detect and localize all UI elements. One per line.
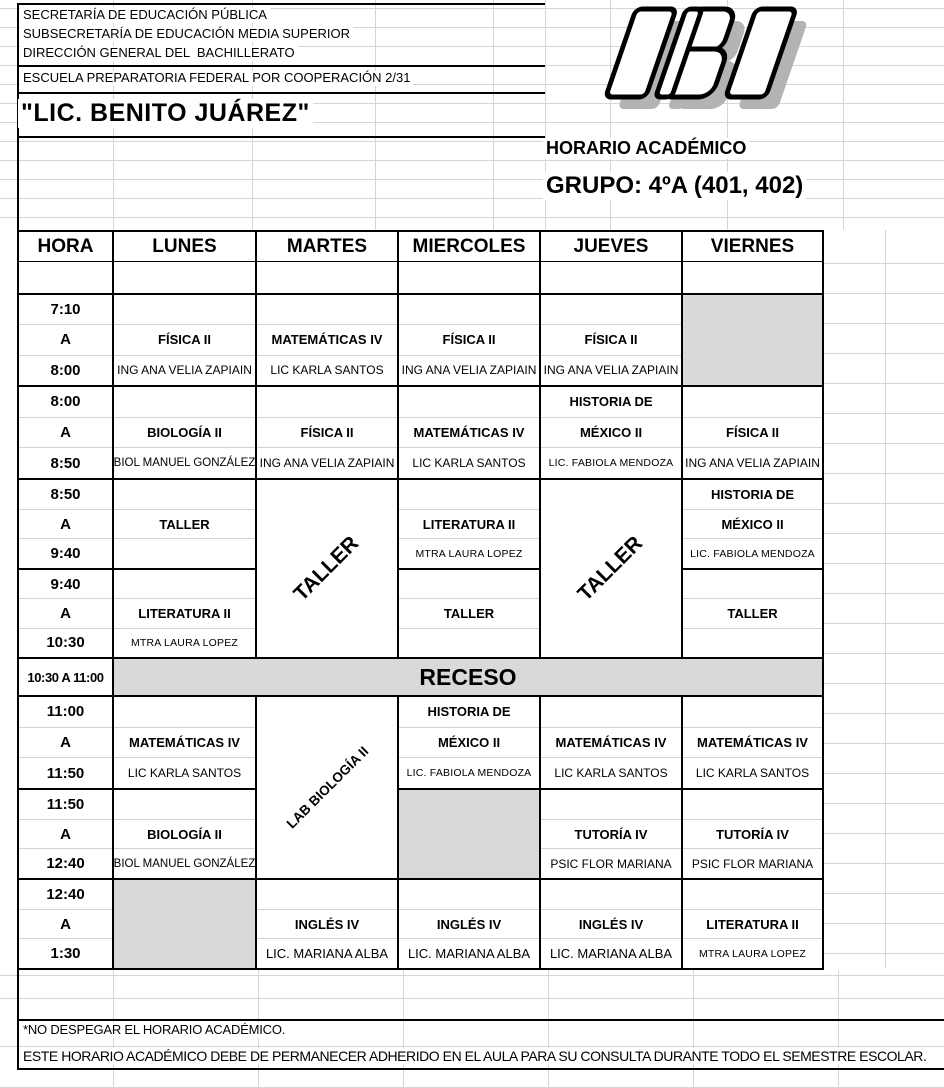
gridline <box>17 1068 944 1070</box>
institution-line-3: DIRECCIÓN GENERAL DEL BACHILLERATO <box>20 46 298 61</box>
class-cell-viernes-7: LITERATURA II MTRA LAURA LOPEZ <box>683 880 824 970</box>
spacer-cell <box>19 262 114 295</box>
class-cell-miercoles-2: MATEMÁTICAS IV LIC KARLA SANTOS <box>399 387 541 480</box>
time-slot-1: 7:10 A 8:00 <box>19 295 114 387</box>
class-cell-jueves-5: MATEMÁTICAS IV LIC KARLA SANTOS <box>541 697 683 790</box>
class-cell-viernes-6: TUTORÍA IV PSIC FLOR MARIANA <box>683 790 824 880</box>
time-slot-3: 8:50 A 9:40 <box>19 480 114 570</box>
class-cell-jueves-6: TUTORÍA IV PSIC FLOR MARIANA <box>541 790 683 880</box>
empty-shaded-cell-viernes-1 <box>683 295 824 387</box>
gridline <box>403 970 404 1088</box>
spacer-cell <box>257 262 399 295</box>
time-slot-7: 12:40 A 1:30 <box>19 880 114 970</box>
gridline <box>824 593 944 594</box>
gridline <box>824 743 944 744</box>
class-cell-lunes-2: BIOLOGÍA II BIOL MANUEL GONZÁLEZ <box>114 387 257 480</box>
gridline <box>843 0 844 230</box>
school-line: ESCUELA PREPARATORIA FEDERAL POR COOPERACIÓN 2/31 <box>20 71 413 86</box>
gridline <box>824 773 944 774</box>
class-cell-martes-2: FÍSICA II ING ANA VELIA ZAPIAIN <box>257 387 399 480</box>
spacer-cell <box>541 262 683 295</box>
gridline <box>824 413 944 414</box>
class-cell-lunes-4: LITERATURA II MTRA LAURA LOPEZ <box>114 570 257 659</box>
gridline <box>0 1046 944 1047</box>
class-cell-miercoles-5: HISTORIA DE MÉXICO II LIC. FABIOLA MENDOZA <box>399 697 541 790</box>
gridline <box>824 443 944 444</box>
gridline <box>824 563 944 564</box>
gridline <box>0 160 944 161</box>
empty-shaded-cell-miercoles-6 <box>399 790 541 880</box>
col-header-miercoles: MIERCOLES <box>399 232 541 262</box>
class-cell-lunes-6: BIOLOGÍA II BIOL MANUEL GONZÁLEZ <box>114 790 257 880</box>
gridline <box>824 533 944 534</box>
gridline <box>885 230 886 968</box>
class-cell-viernes-2: FÍSICA II ING ANA VELIA ZAPIAIN <box>683 387 824 480</box>
col-header-lunes: LUNES <box>114 232 257 262</box>
class-cell-jueves-7: INGLÉS IV LIC. MARIANA ALBA <box>541 880 683 970</box>
class-cell-lunes-1: FÍSICA II ING ANA VELIA ZAPIAIN <box>114 295 257 387</box>
gridline <box>824 623 944 624</box>
time-slot-4: 9:40 A 10:30 <box>19 570 114 659</box>
empty-shaded-cell-lunes-7 <box>114 880 257 970</box>
institution-line-1: SECRETARÍA DE EDUCACIÓN PÚBLICA <box>20 8 270 23</box>
gridline <box>838 970 839 1088</box>
gridline <box>824 293 944 294</box>
gridline <box>824 653 944 654</box>
gridline <box>824 383 944 384</box>
school-name: "LIC. BENITO JUÁREZ" <box>18 99 313 128</box>
col-header-martes: MARTES <box>257 232 399 262</box>
gridline <box>824 893 944 894</box>
class-cell-lunes-5: MATEMÁTICAS IV LIC KARLA SANTOS <box>114 697 257 790</box>
gridline <box>17 1019 944 1021</box>
class-cell-miercoles-3: LITERATURA II MTRA LAURA LOPEZ <box>399 480 541 570</box>
gridline <box>824 263 944 264</box>
document-title: HORARIO ACADÉMICO <box>543 138 749 159</box>
gridline <box>17 136 545 138</box>
class-cell-viernes-4: TALLER <box>683 570 824 659</box>
gridline <box>824 473 944 474</box>
time-slot-6: 11:50 A 12:40 <box>19 790 114 880</box>
gridline <box>548 970 549 1088</box>
col-header-viernes: VIERNES <box>683 232 824 262</box>
col-header-jueves: JUEVES <box>541 232 683 262</box>
class-cell-miercoles-1: FÍSICA II ING ANA VELIA ZAPIAIN <box>399 295 541 387</box>
col-header-hora: HORA <box>19 232 114 262</box>
gridline <box>0 217 944 218</box>
gridline <box>17 92 545 94</box>
gridline <box>375 0 376 230</box>
gridline <box>824 683 944 684</box>
gridline <box>824 803 944 804</box>
footnote-1: *NO DESPEGAR EL HORARIO ACADÉMICO. <box>20 1023 288 1038</box>
gridline <box>0 998 944 999</box>
time-slot-2: 8:00 A 8:50 <box>19 387 114 480</box>
time-slot-5: 11:00 A 11:50 <box>19 697 114 790</box>
gridline <box>824 863 944 864</box>
class-cell-martes-1: MATEMÁTICAS IV LIC KARLA SANTOS <box>257 295 399 387</box>
class-cell-jueves-1: FÍSICA II ING ANA VELIA ZAPIAIN <box>541 295 683 387</box>
timetable <box>17 230 824 970</box>
group-title: GRUPO: 4ºA (401, 402) <box>543 172 806 200</box>
gridline <box>824 353 944 354</box>
bachillerato-b-logo-icon <box>578 5 814 121</box>
spacer-cell <box>683 262 824 295</box>
spacer-cell <box>114 262 257 295</box>
class-cell-viernes-5: MATEMÁTICAS IV LIC KARLA SANTOS <box>683 697 824 790</box>
class-cell-jueves-2: HISTORIA DE MÉXICO II LIC. FABIOLA MENDOZA <box>541 387 683 480</box>
class-cell-viernes-3: HISTORIA DE MÉXICO II LIC. FABIOLA MENDOZA <box>683 480 824 570</box>
receso-time: 10:30 A 11:00 <box>19 659 114 697</box>
class-cell-miercoles-7: INGLÉS IV LIC. MARIANA ALBA <box>399 880 541 970</box>
gridline <box>824 953 944 954</box>
gridline <box>824 503 944 504</box>
merged-cell-martes-lab-biologia: LAB BIOLOGÍA II <box>257 697 399 880</box>
footnote-2: ESTE HORARIO ACADÉMICO DEBE DE PERMANECER ADHERIDO EN EL AULA PARA SU CONSULTA DURANTE TODO EL SEMESTRE ESCOLAR. <box>20 1048 929 1064</box>
gridline <box>824 323 944 324</box>
gridline <box>17 65 545 67</box>
gridline <box>824 713 944 714</box>
gridline <box>824 833 944 834</box>
merged-cell-martes-taller: TALLER <box>257 480 399 659</box>
gridline <box>0 141 944 142</box>
class-cell-miercoles-4: TALLER <box>399 570 541 659</box>
receso-bar: RECESO <box>114 659 824 697</box>
gridline <box>0 975 944 976</box>
class-cell-martes-7: INGLÉS IV LIC. MARIANA ALBA <box>257 880 399 970</box>
merged-cell-jueves-taller: TALLER <box>541 480 683 659</box>
spacer-cell <box>399 262 541 295</box>
institution-line-2: SUBSECRETARÍA DE EDUCACIÓN MEDIA SUPERIOR <box>20 27 353 42</box>
gridline <box>493 0 494 230</box>
gridline <box>693 970 694 1088</box>
gridline <box>824 923 944 924</box>
gridline <box>17 3 545 5</box>
class-cell-lunes-3: TALLER <box>114 480 257 570</box>
